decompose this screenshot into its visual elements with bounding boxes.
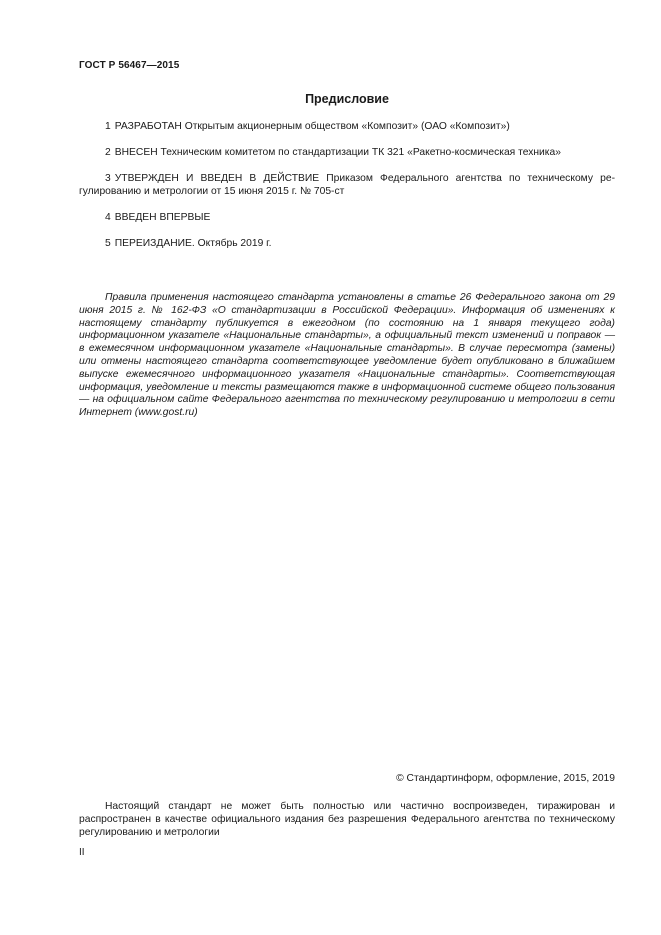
item-text: Открытым акционерным обществом «Композит» (ОАО «Композит») — [181, 121, 510, 132]
reproduction-notice: Настоящий стандарт не может быть полностью или частично воспроизведен, тиражирован и распространен в качестве официального издания без разрешения Федерального агентства по техническому регулированию и метрологии — [79, 801, 615, 838]
item-number: 4 — [105, 212, 111, 223]
item-lead: ВВЕДЕН ВПЕРВЫЕ — [114, 212, 211, 223]
section-title: Предисловие — [305, 92, 389, 106]
item-lead: УТВЕРЖДЕН И ВВЕДЕН В ДЕЙСТВИЕ — [114, 173, 320, 184]
item-text: Приказом Федерального агентства по техническому ре-гулированию и метрологии от 15 июня 2015 г. № 705-ст — [79, 173, 615, 197]
item-text: Октябрь 2019 г. — [194, 238, 272, 249]
foreword-item-4 — [79, 211, 615, 224]
page-number: II — [79, 847, 85, 858]
standard-id: ГОСТ Р 56467—2015 — [79, 60, 180, 71]
foreword-item-1 — [79, 120, 615, 133]
item-number: 5 — [105, 238, 111, 249]
foreword-item-2 — [79, 146, 615, 159]
copyright-line: © Стандартинформ, оформление, 2015, 2019 — [396, 773, 615, 784]
foreword-item-3 — [79, 172, 615, 198]
application-rules-notice: Правила применения настоящего стандарта установлены в статье 26 Федерального закона от 29 июня 2015 г. № 162-ФЗ «О стандартизации в Российской Федерации». Информация об изменениях к настоящему стандарту публикуется в ежегодном (по состоянию на 1 января текущего года) информационном указателе «Национальные стандарты», а официальный текст изменений и поправок — в ежемесячном информационном указателе «Национальные стандарты». В случае пересмотра (замены) или отмены настоящего стандарта соответствующее уведомление будет опубликовано в ближайшем выпуске ежемесячного информационного указателя «Национальные стандарты». Соответствующая информация, уведомление и тексты размещаются также в информационной системе общего пользования — на официальном сайте Федерального агентства по техническому регулированию и метрологии в сети Интернет (www.gost.ru) — [79, 292, 615, 419]
item-lead: РАЗРАБОТАН — [114, 121, 182, 132]
item-text: Техническим комитетом по стандартизации ТК 321 «Ракетно-космическая техника» — [157, 147, 561, 158]
item-lead: ВНЕСЕН — [114, 147, 158, 158]
item-lead: ПЕРЕИЗДАНИЕ. — [114, 238, 195, 249]
item-number: 2 — [105, 147, 111, 158]
foreword-items — [79, 120, 615, 250]
item-number: 3 — [105, 173, 111, 184]
foreword-item-5 — [79, 237, 615, 250]
item-number: 1 — [105, 121, 111, 132]
